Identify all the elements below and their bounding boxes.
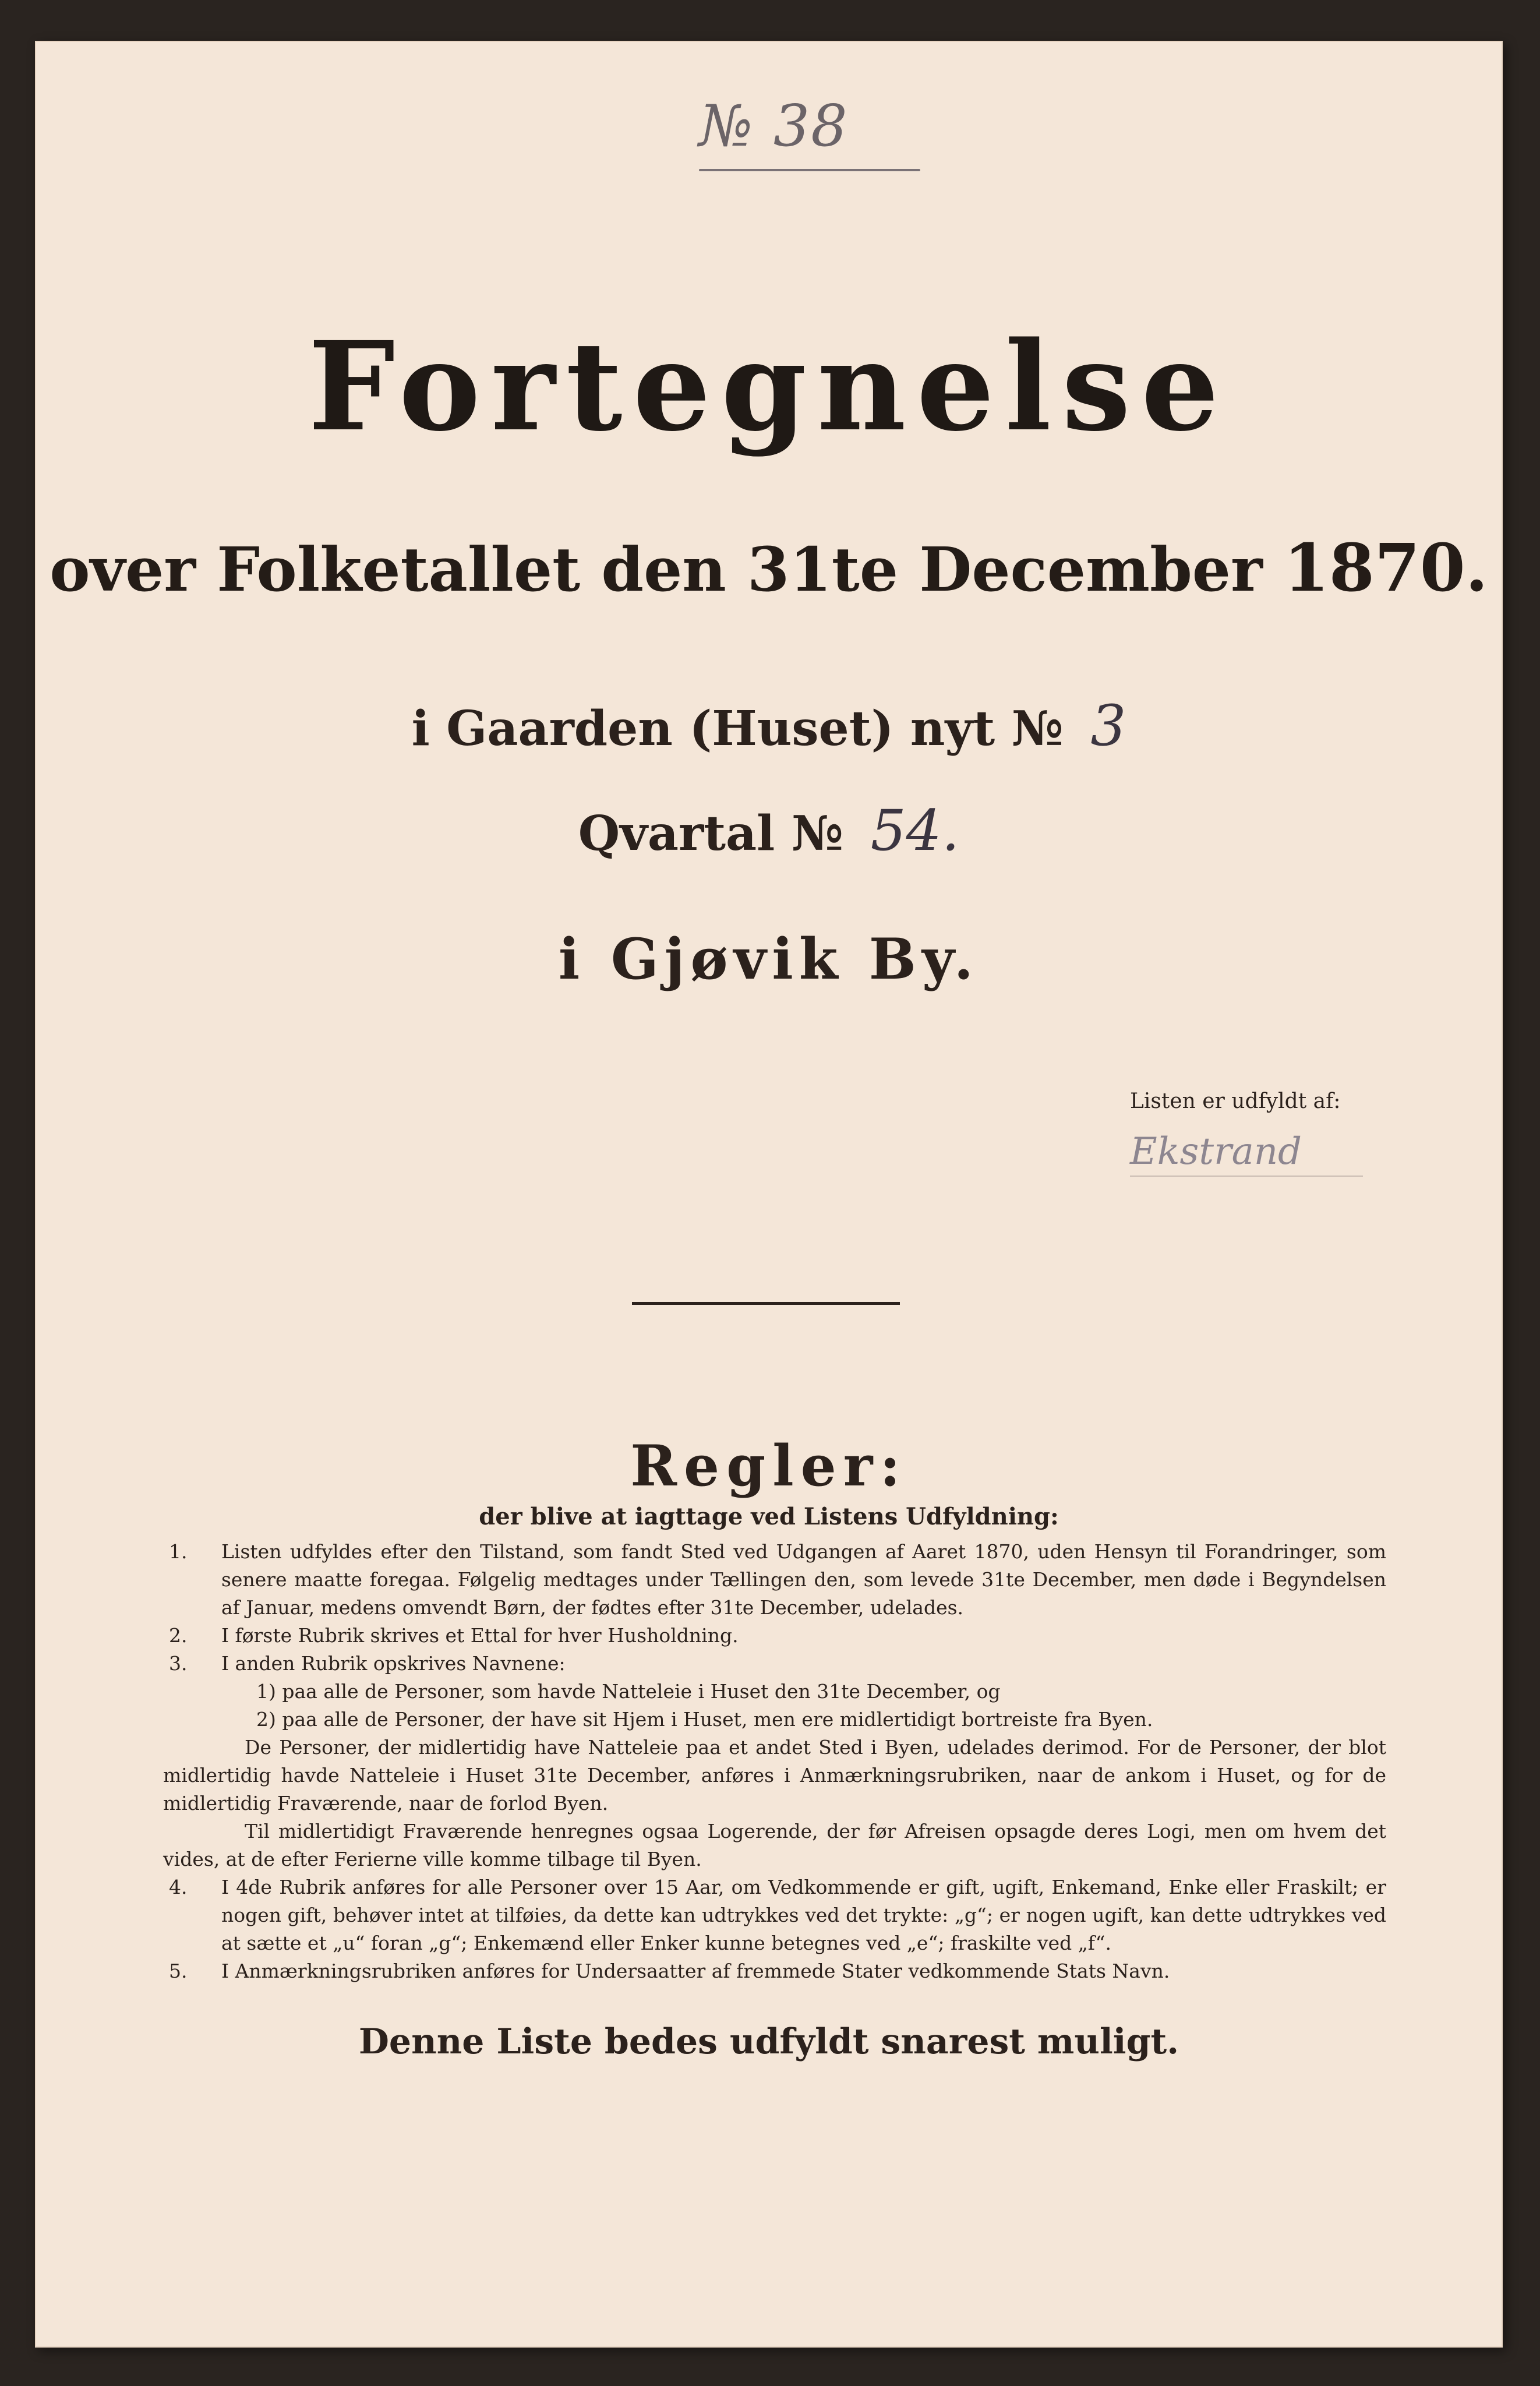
- rule-1: [163, 1538, 1386, 1622]
- rule-text: Listen udfyldes efter den Tilstand, som fandt Sted ved Udgangen af Aaret 1870, uden Hensyn til Forandringer, som senere maatte foregaa. Følgelig medtages under Tællingen den, som levede 31te December, men døde i Begyndelsen af Januar, medens omvendt Børn, der fødtes efter 31te December, udelades.: [221, 1540, 1386, 1619]
- town-line: i Gjøvik By.: [558, 926, 980, 992]
- page-subtitle: [35, 530, 1503, 606]
- archive-number-underline: [699, 169, 920, 171]
- rule-3-paragraph-1: De Personer, der midlertidig have Natteleie paa et andet Sted i Byen, udelades derimod. For de Personer, der blot midlertidig havde Natteleie i Huset 31te December, anføres i Anmærkningsrubriken, naar de ankom i Huset, og for de midlertidig Fraværende, naar de forlod Byen.: [163, 1736, 1386, 1815]
- archive-number-text: № 38: [699, 93, 849, 160]
- rule-number: 3.: [169, 1652, 188, 1675]
- rule-5: [163, 1957, 1386, 1985]
- section-divider: [632, 1302, 900, 1305]
- rules-subtitle: der blive at iagttage ved Listens Udfyldning:: [479, 1503, 1059, 1530]
- quarter-label: Qvartal №: [578, 806, 843, 862]
- farm-line: [35, 693, 1503, 758]
- signature: [1130, 1130, 1375, 1188]
- signature-text: Ekstrand: [1130, 1130, 1302, 1173]
- rule-text: I anden Rubrik opskrives Navnene:: [221, 1652, 566, 1675]
- rule-3: [163, 1650, 1386, 1678]
- census-form-page: [35, 41, 1503, 2348]
- rule-3-item-1: 1) paa alle de Personer, som havde Natteleie i Huset den 31te December, og: [256, 1680, 1001, 1703]
- archive-number: [699, 93, 932, 181]
- rule-2: [163, 1622, 1386, 1650]
- rule-number: 2.: [169, 1624, 188, 1647]
- rules-title: Regler:: [630, 1433, 907, 1499]
- footer-note: Denne Liste bedes udfyldt snarest muligt.: [358, 2021, 1179, 2062]
- rule-number: 1.: [169, 1540, 188, 1563]
- rule-number: 5.: [169, 1960, 188, 1982]
- farm-number: 3: [1090, 693, 1126, 758]
- quarter-number: 54.: [870, 798, 960, 863]
- rule-text: I Anmærkningsrubriken anføres for Undersaatter af fremmede Stater vedkommende Stats Navn.: [221, 1960, 1170, 1982]
- page-title: Fortegnelse: [308, 315, 1230, 458]
- quarter-line: [35, 798, 1503, 863]
- rule-text: I 4de Rubrik anføres for alle Personer over 15 Aar, om Vedkommende er gift, ugift, Enkemand, Enke eller Fraskilt; er nogen gift, behøver intet at tilføies, da dette kan udtrykkes ved det trykte: „g“; er nogen ugift, kan dette udtrykkes ved at sætte et „u“ foran „g“; Enkemænd eller Enker kunne betegnes ved „e“; fraskilte ved „f“.: [221, 1876, 1386, 1954]
- signature-line: [1130, 1176, 1363, 1177]
- farm-label: i Gaarden (Huset) nyt №: [411, 701, 1064, 757]
- rule-4: [163, 1873, 1386, 1957]
- rule-3-item-2: 2) paa alle de Personer, der have sit Hjem i Huset, men ere midlertidigt bortreiste fra Byen.: [256, 1708, 1153, 1731]
- rule-text: I første Rubrik skrives et Ettal for hver Husholdning.: [221, 1624, 739, 1647]
- census-year: 1870.: [1284, 530, 1488, 606]
- subtitle-text: over Folketallet den 31te December: [50, 534, 1263, 605]
- rules-list: [163, 1538, 1386, 1985]
- rule-3-paragraph-2: Til midlertidigt Fraværende henregnes ogsaa Logerende, der før Afreisen opsagde deres Logi, men om hvem det vides, at de efter Ferierne ville komme tilbage til Byen.: [163, 1820, 1386, 1870]
- filled-by-label: Listen er udfyldt af:: [1130, 1089, 1341, 1113]
- rule-number: 4.: [169, 1876, 188, 1898]
